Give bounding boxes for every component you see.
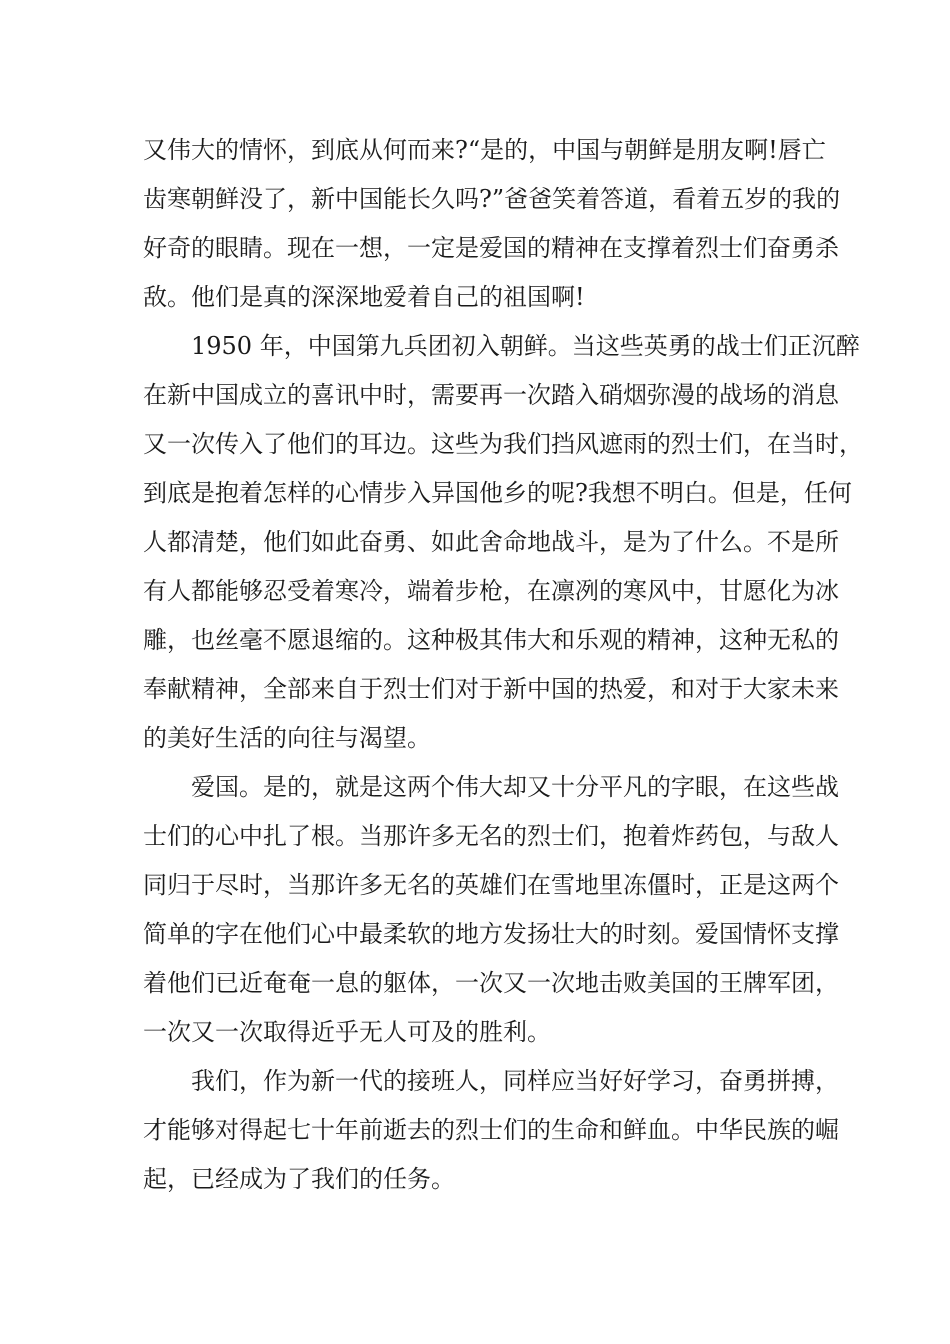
- text-line: 同归于尽时，当那许多无名的英雄们在雪地里冻僵时，正是这两个: [143, 871, 839, 899]
- text-line: 一次又一次取得近乎无人可及的胜利。: [143, 1018, 551, 1046]
- text-line: 又伟大的情怀，到底从何而来?“是的，中国与朝鲜是朋友啊!唇亡: [143, 136, 826, 164]
- text-line: 才能够对得起七十年前逝去的烈士们的生命和鲜血。中华民族的崛: [143, 1116, 839, 1144]
- text-line: 的美好生活的向往与渴望。: [143, 724, 431, 752]
- text-line: 到底是抱着怎样的心情步入异国他乡的呢?我想不明白。但是，任何: [143, 479, 852, 507]
- text-line: 齿寒朝鲜没了，新中国能长久吗?”爸爸笑着答道，看着五岁的我的: [143, 185, 841, 213]
- text-line: 简单的字在他们心中最柔软的地方发扬壮大的时刻。爱国情怀支撑: [143, 920, 839, 948]
- text-line: 起，已经成为了我们的任务。: [143, 1165, 455, 1193]
- text-line: 好奇的眼睛。现在一想，一定是爱国的精神在支撑着烈士们奋勇杀: [143, 234, 839, 262]
- text-line: 又一次传入了他们的耳边。这些为我们挡风遮雨的烈士们，在当时，: [143, 430, 863, 458]
- paragraph-first-line: 1950 年，中国第九兵团初入朝鲜。当这些英勇的战士们正沉醉: [191, 332, 860, 360]
- text-line: 人都清楚，他们如此奋勇、如此舍命地战斗，是为了什么。不是所: [143, 528, 839, 556]
- paragraph-first-line: 我们，作为新一代的接班人，同样应当好好学习，奋勇拼搏，: [191, 1067, 839, 1095]
- paragraph-first-line: 爱国。是的，就是这两个伟大却又十分平凡的字眼，在这些战: [191, 773, 839, 801]
- text-line: 在新中国成立的喜讯中时，需要再一次踏入硝烟弥漫的战场的消息: [143, 381, 839, 409]
- text-line: 着他们已近奄奄一息的躯体，一次又一次地击败美国的王牌军团，: [143, 969, 839, 997]
- text-line: 敌。他们是真的深深地爱着自己的祖国啊!: [143, 283, 585, 311]
- text-line: 雕，也丝毫不愿退缩的。这种极其伟大和乐观的精神，这种无私的: [143, 626, 839, 654]
- text-line: 士们的心中扎了根。当那许多无名的烈士们，抱着炸药包，与敌人: [143, 822, 839, 850]
- text-line: 奉献精神，全部来自于烈士们对于新中国的热爱，和对于大家未来: [143, 675, 839, 703]
- text-line: 有人都能够忍受着寒冷，端着步枪，在凛冽的寒风中，甘愿化为冰: [143, 577, 839, 605]
